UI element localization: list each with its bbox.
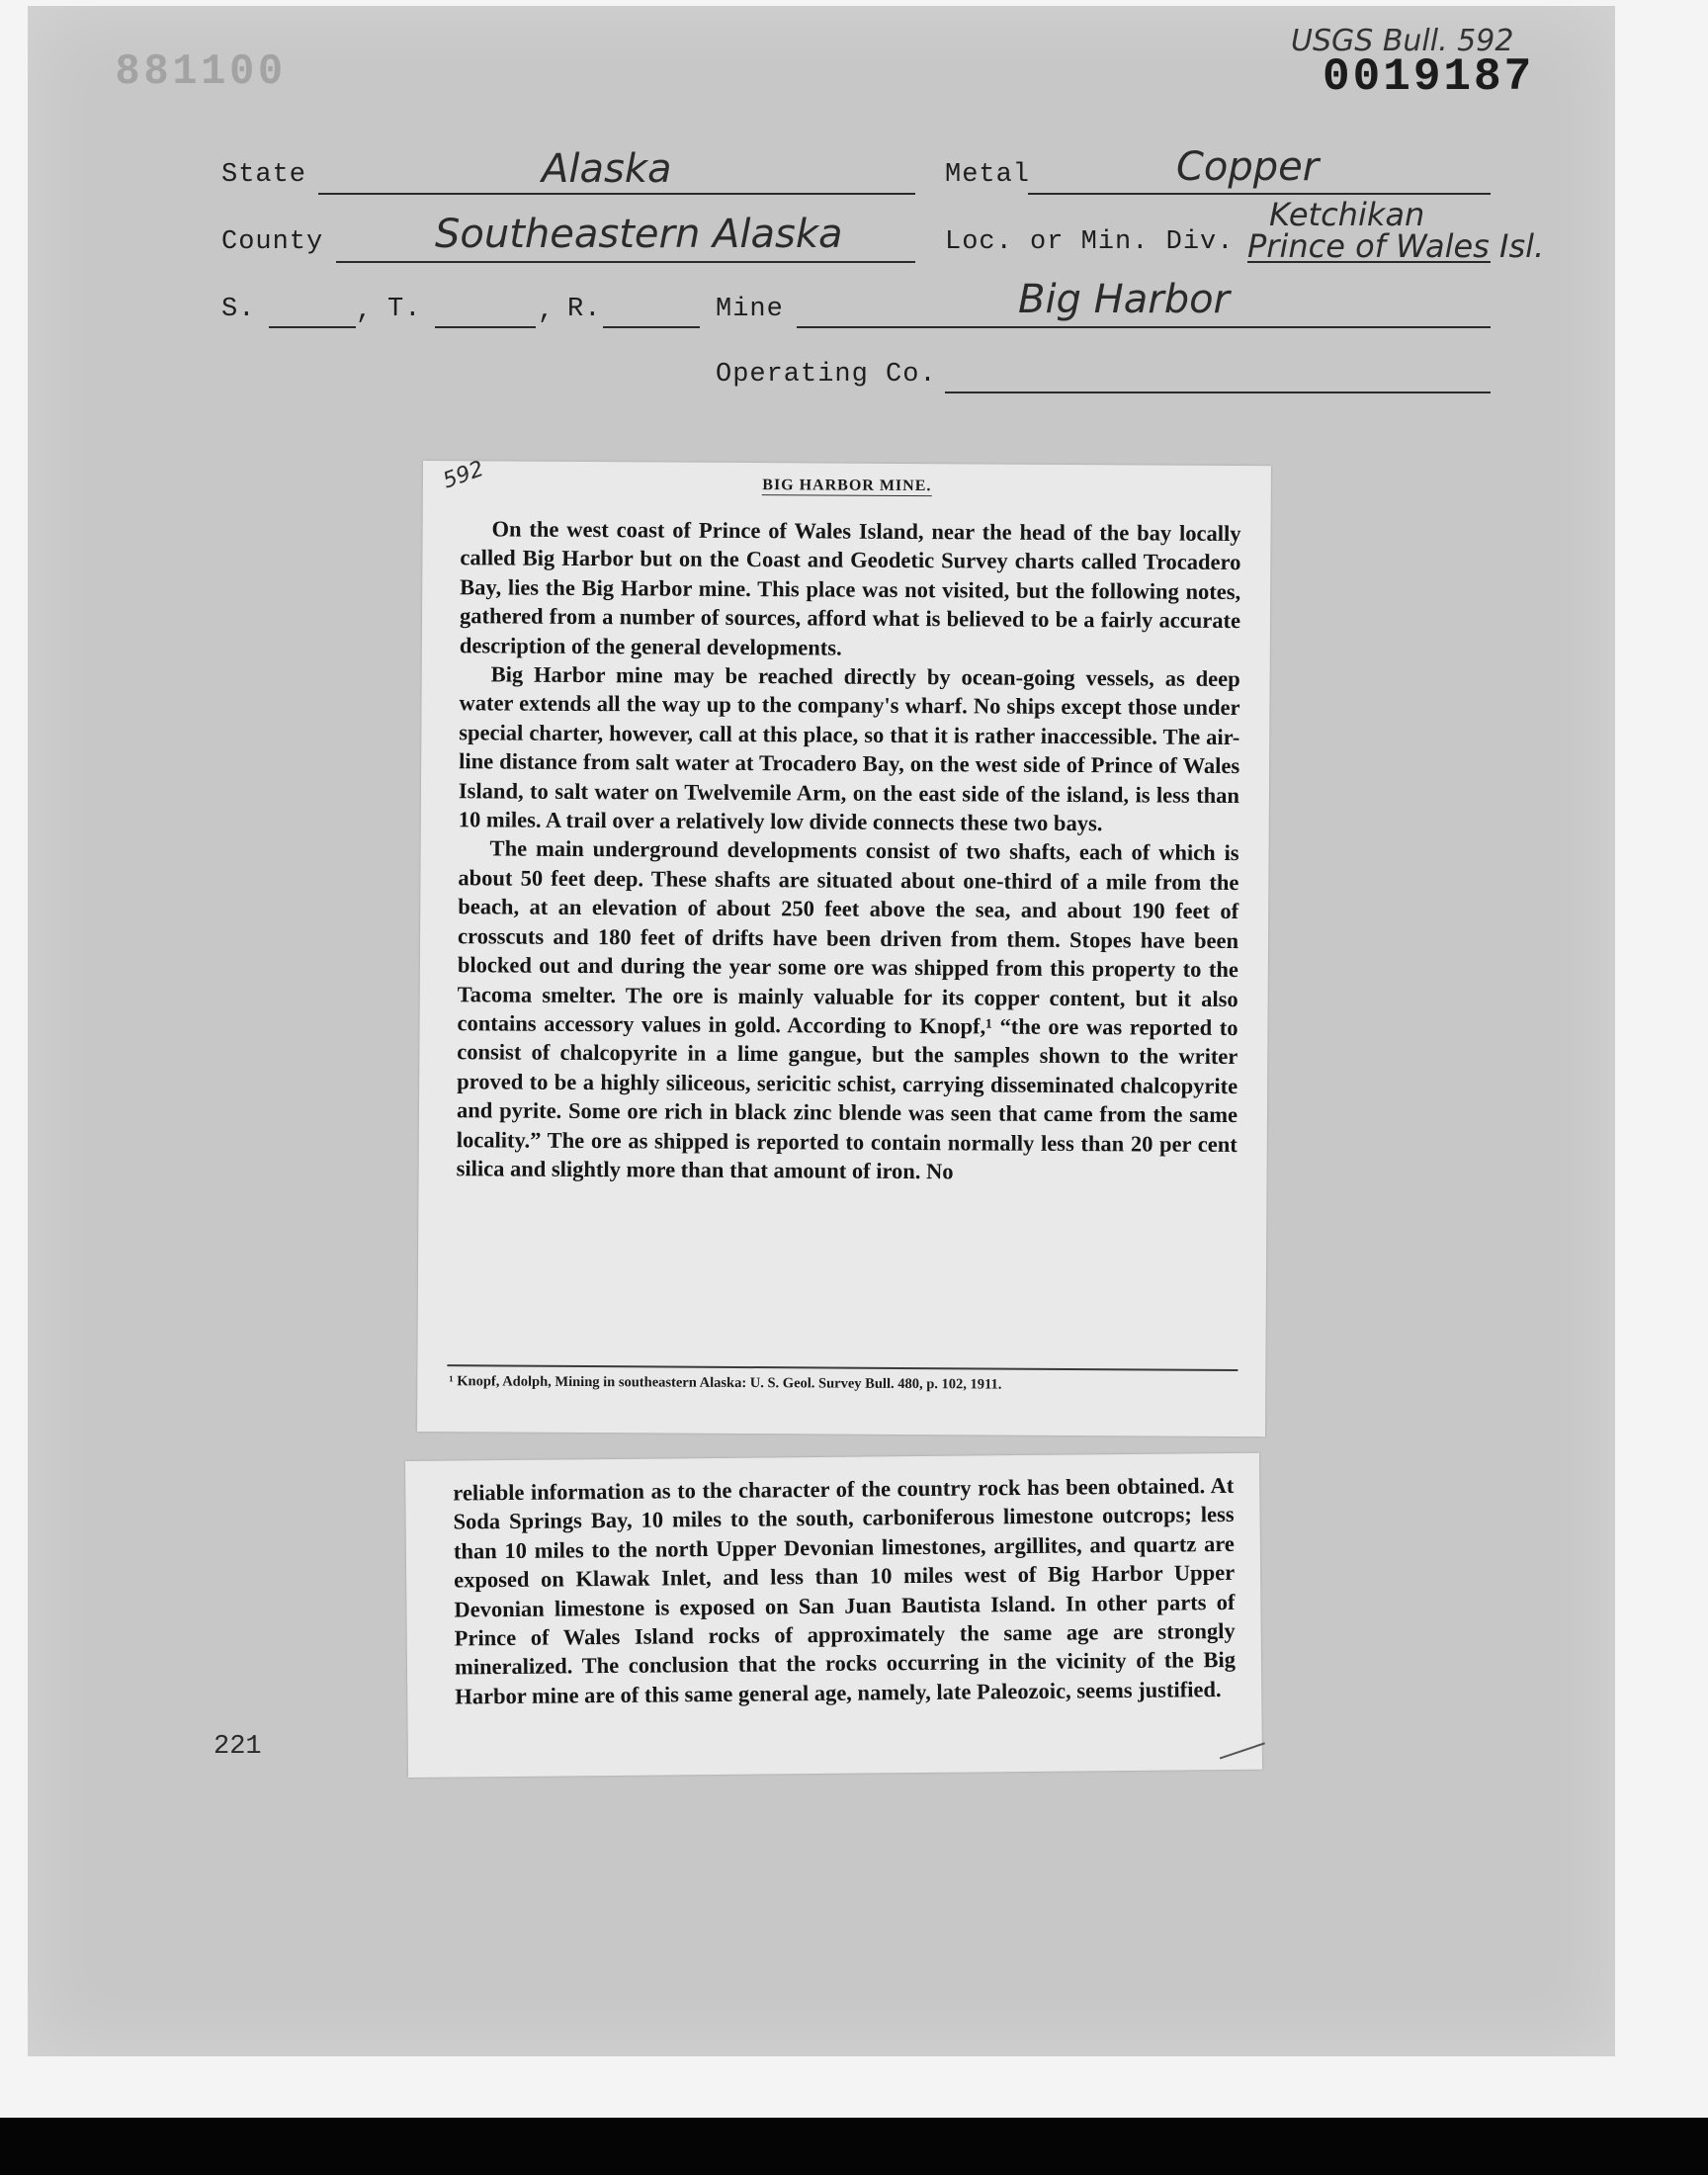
article-title-text: BIG HARBOR MINE. — [762, 477, 932, 495]
mine-underline — [797, 326, 1491, 328]
metal-underline — [1028, 193, 1491, 195]
serial-number: 0019187 — [1323, 51, 1535, 103]
section-underline — [269, 326, 356, 328]
county-value: Southeastern Alaska — [435, 212, 843, 257]
township-underline — [435, 326, 536, 328]
operating-underline — [945, 392, 1491, 393]
clipping-corner-mark: 592 — [439, 456, 487, 494]
article-body — [457, 514, 1241, 1187]
loc-value: Prince of Wales Isl. — [1247, 227, 1545, 265]
page-number: 221 — [214, 1732, 262, 1762]
article-title — [423, 475, 1271, 497]
continuation-paragraph: reliable information as to the character of the country rock has been obtained. At Soda Springs Bay, 10 miles to the south, carboniferous limestone outcrops; less than 10 miles to the north Upper Devonian limestones, argillites, and quartz are exposed on Klawak Inlet, and less than 10 miles west of Big Harbor Upper Devonian limestone is exposed on San Juan Bautista Island. In other parts of Prince of Wales Island rocks of approximately the same age are strongly mineralized. The conclusion that the rocks occurring in the vicinity of the Big Harbor mine are of this same general age, namely, late Paleozoic, seems justified. — [453, 1472, 1237, 1709]
paragraph-3: The main underground developments consist of two shafts, each of which is about 50 feet deep. These shafts are situated about one-third of a mile from the beach, at an elevation of about 250 feet above the sea, and about 190 feet of crosscuts and 180 feet of drifts have been driven from them. Stopes have been blocked out and during the year some ore was shipped from this property to the Tacoma smelter. The ore is mainly valuable for its copper content, but it also contains accessory values in gold. According to Knopf,¹ “the ore was reported to consist of chalcopyrite in a lime gangue, but the samples shown to the writer proved to be a highly siliceous, sericitic schist, carrying disseminated chalcopyrite and pyrite. Some ore rich in black zinc blende was seen that came from the same locality.” The ore as shipped is reported to contain normally less than 20 per cent silica and slightly more than that amount of iron. No — [456, 835, 1239, 1184]
section-label: S. — [221, 295, 256, 324]
state-underline — [318, 193, 915, 195]
range-underline — [603, 326, 700, 328]
county-label: County — [221, 227, 324, 257]
range-label: R. — [567, 295, 602, 324]
loc-value-upper: Ketchikan — [1269, 196, 1425, 233]
comma-1: , — [356, 297, 374, 326]
loc-label: Loc. or Min. Div. — [945, 227, 1235, 257]
state-label: State — [221, 160, 307, 190]
mine-value: Big Harbor — [1018, 277, 1231, 322]
faded-stamp-number: 881100 — [115, 47, 287, 97]
mine-label: Mine — [716, 295, 784, 324]
clipping-2 — [405, 1453, 1262, 1778]
metal-value: Copper — [1176, 144, 1320, 190]
paragraph-1: On the west coast of Prince of Wales Island, near the head of the bay locally called Big Harbor but on the Coast and Geodetic Survey charts called Trocadero Bay, lies the Big Harbor mine. This place was not visited, but the following notes, gathered from a number of sources, afford what is believed to be a fairly accurate description of the general developments. — [459, 516, 1241, 660]
state-value: Alaska — [542, 146, 672, 192]
corner-pencil-mark — [1220, 1742, 1265, 1759]
continuation-body — [453, 1471, 1236, 1711]
scanner-black-bar — [0, 2118, 1708, 2175]
operating-label: Operating Co. — [716, 360, 937, 390]
footnote: ¹ Knopf, Adolph, Mining in southeastern Alaska: U. S. Geol. Survey Bull. 480, p. 102, 1911. — [449, 1373, 1002, 1393]
reference-note: USGS Bull. 592 — [1291, 24, 1514, 58]
county-underline — [336, 261, 915, 263]
metal-label: Metal — [945, 160, 1031, 190]
township-label: T. — [387, 295, 422, 324]
paragraph-2: Big Harbor mine may be reached directly by ocean-going vessels, as deep water extends all the way up to the company's wharf. No ships except those under special charter, however, call at this place, so that it is rather inaccessible. The air-line distance from salt water at Trocadero Bay, on the west side of Prince of Wales Island, to salt water on Twelvemile Arm, on the east side of the island, is less than 10 miles. A trail over a relatively low divide connects these two bays. — [458, 661, 1240, 836]
clipping-1 — [417, 456, 1271, 1436]
comma-2: , — [538, 297, 555, 326]
footnote-rule — [447, 1364, 1238, 1371]
scan-margin — [0, 2056, 1708, 2118]
